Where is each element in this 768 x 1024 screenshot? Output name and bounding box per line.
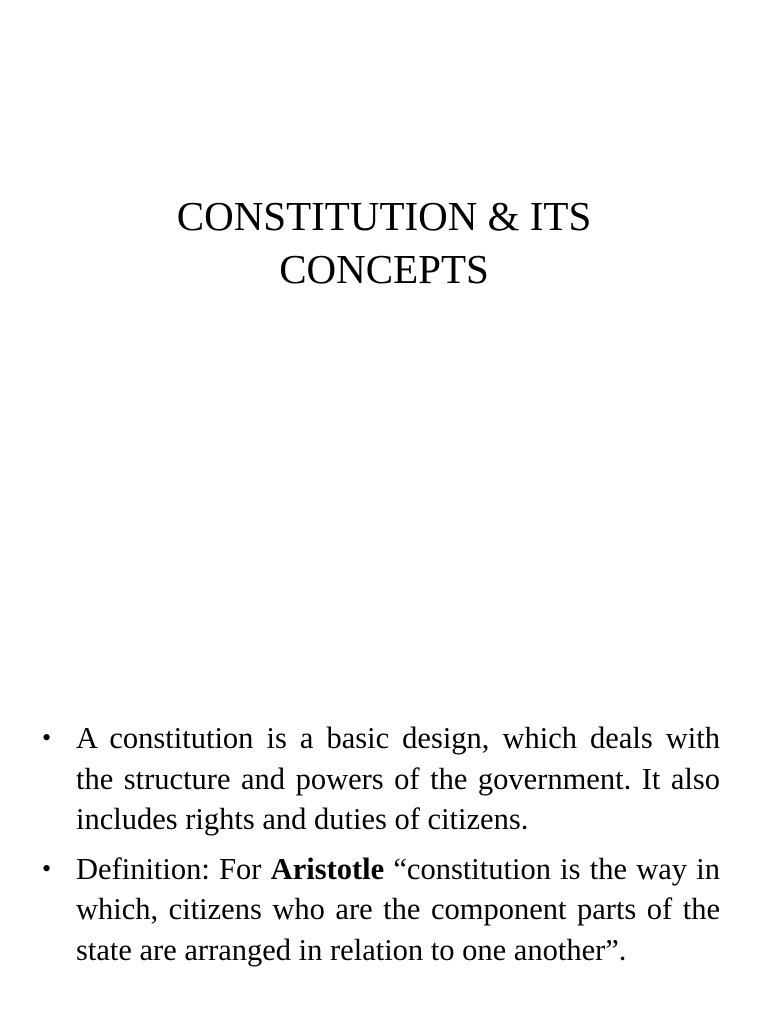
bullet-item-definition-aristotle [40,849,720,971]
bullet-marker-icon: • [42,853,52,883]
bullet-item-definition-basic [40,718,720,840]
bullet-text-author: Aristotle [270,851,385,886]
content-slide [0,690,768,1024]
slide-title-line-1: CONSTITUTION & ITS [176,193,592,239]
bullet-text-quote: “constitution is the way in which, citizens who are the component parts of the state are arranged in relation to one another”. [76,851,720,967]
bullet-text-prefix: Definition: For [76,851,271,886]
slide-title [0,190,768,296]
bullet-marker-icon: • [42,723,52,752]
bullet-text: A constitution is a basic design, which deals with the structure and powers of the government. It also includes rights and duties of citizens. [76,721,720,836]
slide-title-line-2: CONCEPTS [279,246,489,292]
bullet-list [40,718,720,979]
